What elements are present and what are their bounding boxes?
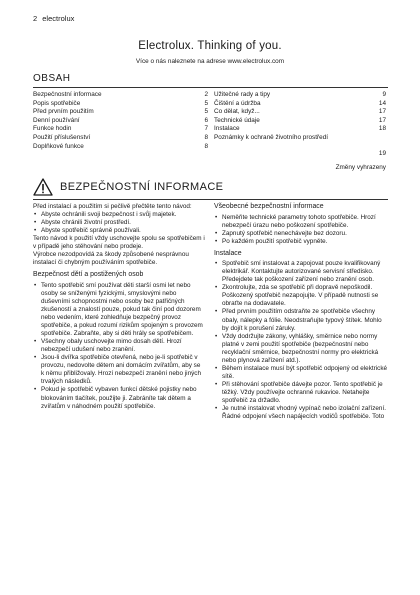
- toc-entry[interactable]: Instalace 18: [214, 125, 386, 133]
- toc-left-column: [33, 91, 208, 151]
- list-item: • Pokud je spotřebič vybaven funkcí dětské pojistky nebo blokováním tlačítek, použijte ji. Zabráníte tak dětem a zvířatům v náhodném použití spotřebiče.: [33, 386, 205, 410]
- toc-entry[interactable]: Doplňkové funkce 8: [33, 142, 208, 150]
- list-item: • Zkontrolujte, zda se spotřebič při dopravě nepoškodil. Poškozený spotřebič nezapojujte. V případě nutnosti se obraťte na dodavatele.: [214, 284, 388, 308]
- list-item: • Abyste chránili životní prostředí.: [33, 219, 205, 227]
- list-item: • Tento spotřebič smí používat děti starší osmi let nebo osoby se sníženými fyzickými, smyslovými nebo duševními schopnostmi nebo osoby bez patřičných zkušeností a znalostí pouze, pokud tak činí pod dozorem nebo vedením, které zohledňuje bezpečný provoz spotřebiče, a pokud rozumí rizikům spojeným s provozem spotřebiče. Zabraňte, aby si děti hrály se spotřebičem.: [33, 282, 205, 338]
- list-item: • Neměňte technické parametry tohoto spotřebiče. Hrozí nebezpečí úrazu nebo poškození spotřebiče.: [214, 214, 388, 230]
- section-title: BEZPEČNOSTNÍ INFORMACE: [60, 181, 224, 193]
- toc-entry[interactable]: Použití příslušenství 8: [33, 133, 208, 141]
- child-safety-title: Bezpečnost dětí a postižených osob: [33, 271, 144, 279]
- intro-list: [33, 211, 205, 235]
- installation-list: [214, 260, 388, 421]
- toc-title: OBSAH: [33, 73, 71, 84]
- changes-reserved-note: Změny vyhrazeny: [335, 164, 386, 171]
- section-divider: [33, 199, 388, 200]
- child-safety-list: [33, 282, 205, 411]
- toc-entry[interactable]: Denní používání 6: [33, 116, 208, 124]
- toc-entry[interactable]: Před prvním použitím 5: [33, 108, 208, 116]
- headline: Electrolux. Thinking of you.: [138, 40, 282, 52]
- keep-manual-paragraph: Tento návod k použití vždy uschovejte spolu se spotřebičem i v případě jeho stěhování nebo prodeje.: [33, 235, 205, 251]
- toc-entry[interactable]: Funkce hodin 7: [33, 125, 208, 133]
- list-item: • Během instalace musí být spotřebič odpojený od elektrické sítě.: [214, 365, 388, 381]
- toc-entry[interactable]: Čištění a údržba 14: [214, 99, 386, 107]
- list-item: • Jsou-li dvířka spotřebiče otevřená, nebo je-li spotřebič v provozu, nedovolte dětem ani domácím zvířatům, aby se k němu přibližovaly. Hrozí nebezpečí zranění nebo jiných trvalých následků.: [33, 354, 205, 386]
- brand-name: electrolux: [42, 14, 75, 23]
- list-item: • Abyste ochránili svoji bezpečnost i svůj majetek.: [33, 211, 205, 219]
- general-safety-list: [214, 214, 388, 246]
- toc-entry[interactable]: Bezpečnostní informace 2: [33, 91, 208, 98]
- page-number: 2: [33, 14, 38, 23]
- intro-paragraph: Před instalací a použitím si pečlivě přečtěte tento návod:: [33, 203, 192, 210]
- toc-right-column: [214, 91, 386, 143]
- list-item: • Při stěhování spotřebiče dávejte pozor. Tento spotřebič je těžký. Vždy používejte ochranné rukavice. Netahejte spotřebič za držadlo.: [214, 381, 388, 405]
- page-header: [33, 14, 74, 23]
- warning-triangle-icon: [33, 178, 53, 196]
- toc-divider: [33, 87, 388, 88]
- general-safety-title: Všeobecné bezpečnostní informace: [214, 203, 324, 210]
- list-item: • Abyste spotřebič správně používali.: [33, 227, 205, 235]
- safety-right-column: [214, 203, 388, 421]
- liability-paragraph: Výrobce nezodpovídá za škody způsobené nesprávnou instalací či chybným používáním spotřebiče.: [33, 251, 189, 267]
- list-item: • Spotřebič smí instalovat a zapojovat pouze kvalifikovaný elektrikář. Kontaktujte autorizované servisní středisko. Předejdete tak poškození zařízení nebo zranění osob.: [214, 260, 388, 284]
- list-item: • Je nutné instalovat vhodný vypínač nebo izolační zařízení. Řádné odpojení všech napájecích vodičů spotřebiče. Toto: [214, 405, 388, 421]
- website-line: Více o nás naleznete na adrese www.electrolux.com: [135, 58, 285, 65]
- safety-left-column: [33, 203, 205, 411]
- toc-entry[interactable]: Co dělat, když... 17: [214, 108, 386, 116]
- toc-entry[interactable]: Poznámky k ochraně životního prostředí: [214, 133, 329, 141]
- toc-entry[interactable]: Popis spotřebiče 5: [33, 99, 208, 107]
- toc-entry[interactable]: Technické údaje 17: [214, 116, 386, 124]
- safety-section-header: [33, 178, 388, 200]
- list-item: • Zapnutý spotřebič nenechávejte bez dozoru.: [214, 230, 388, 238]
- list-item: • Všechny obaly uschovejte mimo dosah dětí. Hrozí nebezpečí udušení nebo zranění.: [33, 338, 205, 354]
- list-item: • Po každém použití spotřebič vypněte.: [214, 238, 388, 246]
- list-item: • Před prvním použitím odstraňte ze spotřebiče všechny obaly, nálepky a fólie. Neodstraňujte typový štítek. Mohlo by dojít k porušení záruky.: [214, 308, 388, 332]
- toc-entry[interactable]: Užitečné rady a tipy 9: [214, 91, 386, 98]
- toc-entry-page: 19: [378, 150, 386, 157]
- list-item: • Vždy dodržujte zákony, vyhlášky, směrnice nebo normy platné v zemi použití spotřebiče (bezpečnostní nebo recyklační směrnice, bezpečnostní normy pro elektrická nebo plynová zařízení atd.).: [214, 333, 388, 365]
- installation-title: Instalace: [214, 249, 242, 257]
